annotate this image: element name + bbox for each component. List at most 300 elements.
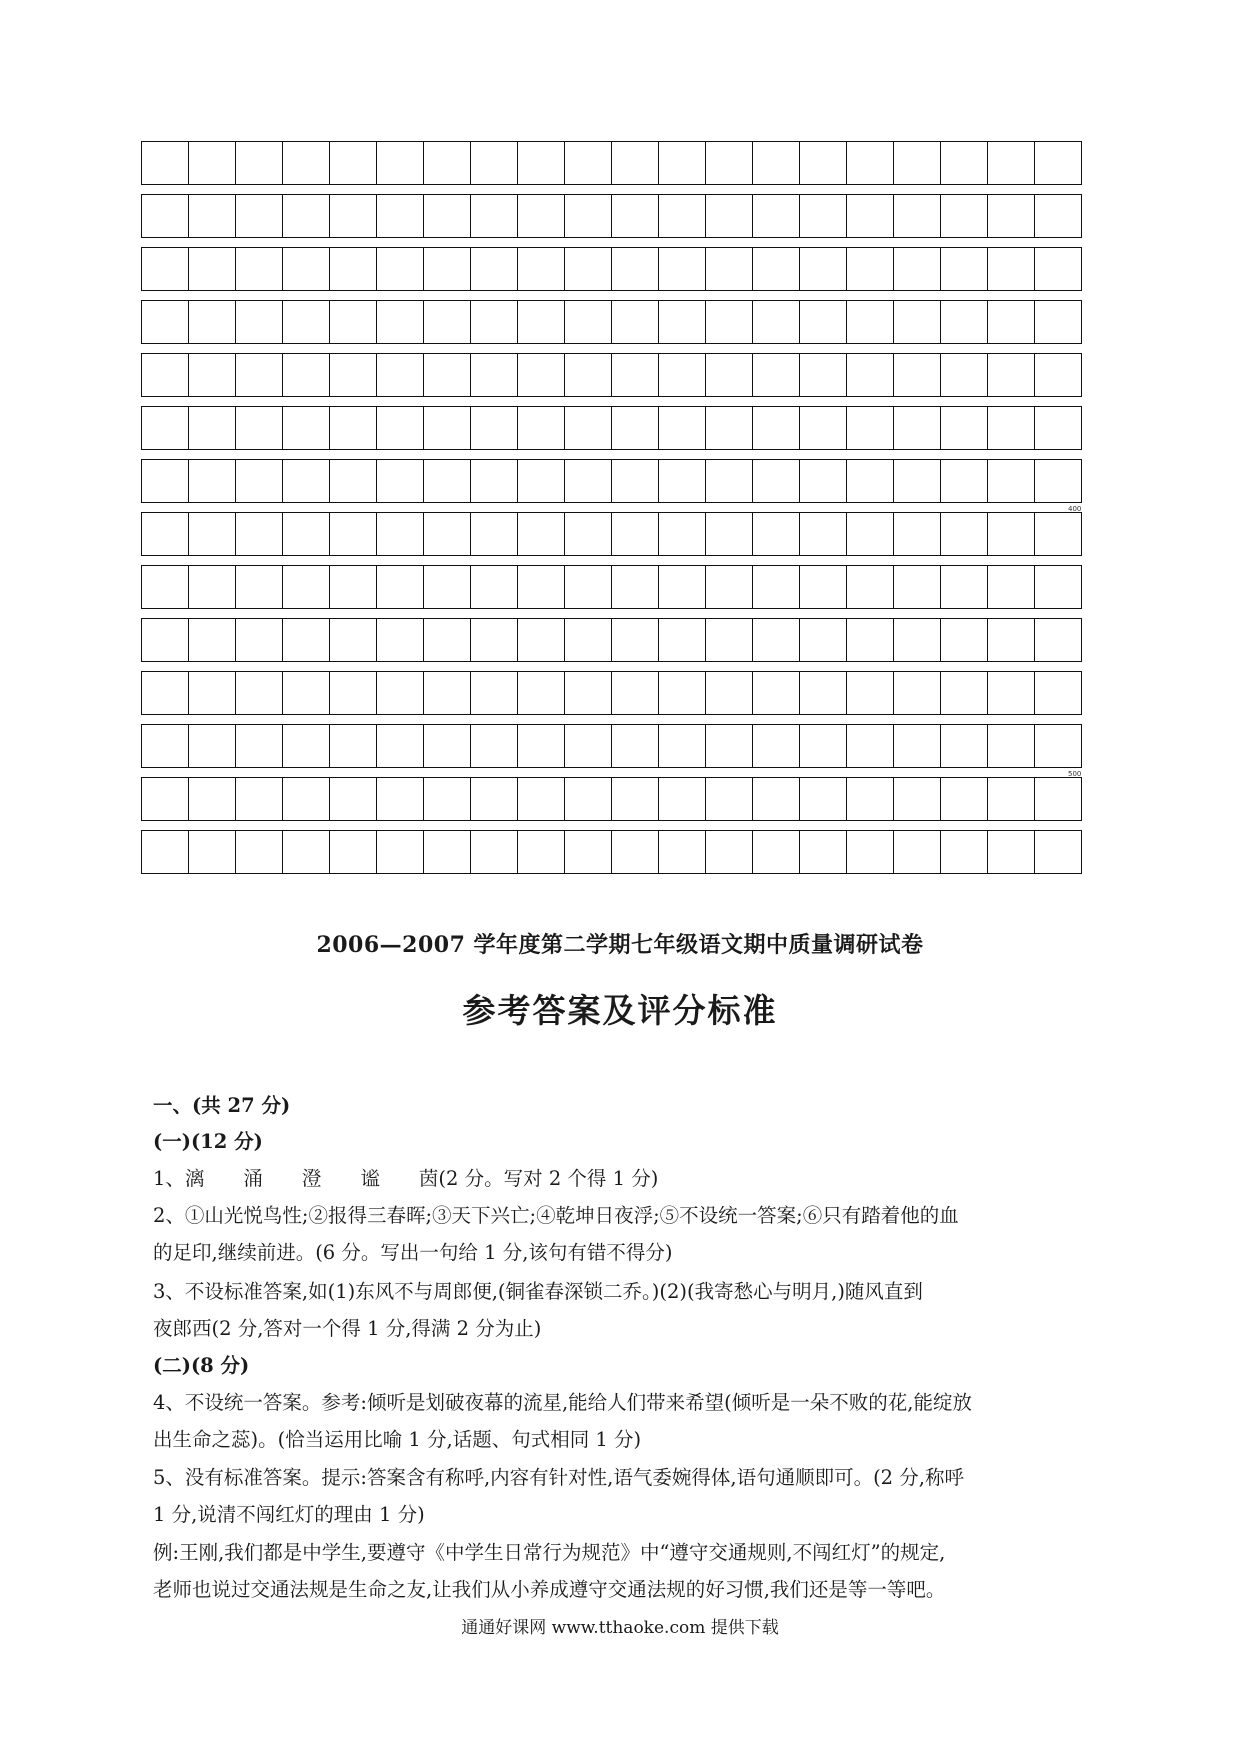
grid-cell [611, 618, 658, 662]
grid-cell [376, 406, 423, 450]
grid-cell [141, 724, 188, 768]
grid-cell [282, 300, 329, 344]
grid-cell [423, 618, 470, 662]
grid-cell [752, 247, 799, 291]
grid-cell [799, 830, 846, 874]
grid-cell [611, 353, 658, 397]
grid-cell [282, 512, 329, 556]
grid-cell [611, 194, 658, 238]
grid-cell [752, 565, 799, 609]
grid-cell [705, 671, 752, 715]
sub1-heading: (一)(12 分) [153, 1130, 263, 1153]
grid-cell [564, 565, 611, 609]
answer-q2-line2: 的足印,继续前进。(6 分。写出一句给 1 分,该句有错不得分) [153, 1241, 673, 1264]
grid-cell [188, 777, 235, 821]
grid-cell [846, 459, 893, 503]
grid-cell [470, 565, 517, 609]
grid-cell [611, 724, 658, 768]
grid-cell [846, 618, 893, 662]
grid-cell [470, 671, 517, 715]
grid-cell [1034, 459, 1082, 503]
grid-cell [752, 141, 799, 185]
grid-cell [188, 194, 235, 238]
grid-cell [987, 353, 1034, 397]
answer-q1: 1、漓 涌 澄 谧 茵(2 分。写对 2 个得 1 分) [153, 1167, 659, 1190]
grid-cell [188, 247, 235, 291]
grid-cell [658, 618, 705, 662]
grid-cell [846, 247, 893, 291]
grid-row [141, 618, 1096, 662]
grid-cell [188, 353, 235, 397]
grid-cell [235, 565, 282, 609]
sub2-heading: (二)(8 分) [153, 1354, 250, 1377]
grid-cell [423, 512, 470, 556]
grid-cell [846, 353, 893, 397]
grid-cell [376, 830, 423, 874]
grid-cell [329, 459, 376, 503]
grid-cell [799, 141, 846, 185]
grid-cell [564, 724, 611, 768]
grid-cell [940, 406, 987, 450]
grid-cell [188, 459, 235, 503]
grid-cell [1034, 300, 1082, 344]
grid-cell [564, 512, 611, 556]
grid-cell [658, 141, 705, 185]
grid-cell [235, 194, 282, 238]
grid-row [141, 459, 1096, 503]
grid-cell [658, 406, 705, 450]
grid-cell [658, 300, 705, 344]
answer-q4-line1: 4、不设统一答案。参考:倾听是划破夜幕的流星,能给人们带来希望(倾听是一朵不败的花,能绽放 [153, 1391, 972, 1414]
grid-cell [752, 671, 799, 715]
grid-cell [329, 247, 376, 291]
grid-cell [235, 247, 282, 291]
grid-cell [329, 141, 376, 185]
grid-cell [611, 459, 658, 503]
grid-cell [282, 247, 329, 291]
grid-cell [940, 141, 987, 185]
grid-cell [282, 777, 329, 821]
grid-cell [235, 512, 282, 556]
grid-cell [940, 300, 987, 344]
grid-cell [1034, 724, 1082, 768]
grid-cell [282, 459, 329, 503]
grid-cell [376, 247, 423, 291]
grid-cell [1034, 830, 1082, 874]
grid-cell [423, 724, 470, 768]
grid-cell [517, 459, 564, 503]
grid-cell [846, 512, 893, 556]
grid-cell [705, 512, 752, 556]
grid-cell [940, 618, 987, 662]
grid-cell [799, 724, 846, 768]
grid-cell [376, 512, 423, 556]
grid-cell [517, 565, 564, 609]
grid-row [141, 724, 1096, 768]
grid-cell [987, 618, 1034, 662]
grid-cell [564, 141, 611, 185]
grid-cell [470, 830, 517, 874]
grid-cell [846, 830, 893, 874]
grid-cell [799, 777, 846, 821]
grid-cell [517, 353, 564, 397]
grid-cell [940, 459, 987, 503]
grid-cell [987, 512, 1034, 556]
grid-cell [470, 141, 517, 185]
answer-q5-line1: 5、没有标准答案。提示:答案含有称呼,内容有针对性,语气委婉得体,语句通顺即可。(2 分,称呼 [153, 1466, 964, 1489]
grid-cell [329, 353, 376, 397]
grid-cell [846, 194, 893, 238]
grid-cell [470, 777, 517, 821]
grid-cell [376, 671, 423, 715]
grid-cell [235, 406, 282, 450]
grid-cell [940, 724, 987, 768]
grid-cell [423, 830, 470, 874]
grid-cell [188, 618, 235, 662]
grid-cell [188, 565, 235, 609]
answer-example-line2: 老师也说过交通法规是生命之友,让我们从小养成遵守交通法规的好习惯,我们还是等一等吧。 [153, 1578, 946, 1601]
grid-cell [329, 194, 376, 238]
grid-cell [752, 618, 799, 662]
grid-cell [658, 194, 705, 238]
grid-cell [1034, 353, 1082, 397]
grid-cell [423, 459, 470, 503]
grid-cell [141, 406, 188, 450]
grid-cell [141, 512, 188, 556]
grid-cell [188, 671, 235, 715]
grid-cell [940, 830, 987, 874]
grid-cell [329, 671, 376, 715]
grid-cell [752, 512, 799, 556]
grid-cell [188, 512, 235, 556]
grid-cell [329, 512, 376, 556]
grid-cell [141, 300, 188, 344]
grid-cell [799, 512, 846, 556]
grid-cell [893, 618, 940, 662]
grid-cell [329, 565, 376, 609]
grid-row [141, 512, 1096, 556]
grid-cell [705, 406, 752, 450]
grid-cell [658, 565, 705, 609]
grid-row [141, 247, 1096, 291]
grid-cell [282, 671, 329, 715]
grid-cell [705, 247, 752, 291]
grid-cell [752, 353, 799, 397]
grid-cell [470, 194, 517, 238]
grid-row [141, 406, 1096, 450]
grid-cell [517, 830, 564, 874]
grid-cell [282, 194, 329, 238]
grid-cell [987, 565, 1034, 609]
grid-cell [517, 406, 564, 450]
grid-cell [846, 300, 893, 344]
grid-cell [141, 247, 188, 291]
grid-cell [329, 406, 376, 450]
grid-cell [188, 724, 235, 768]
grid-cell [893, 406, 940, 450]
answer-q3-line2: 夜郎西(2 分,答对一个得 1 分,得满 2 分为止) [153, 1317, 542, 1340]
grid-cell [705, 830, 752, 874]
grid-cell [141, 141, 188, 185]
grid-cell [893, 141, 940, 185]
grid-row [141, 353, 1096, 397]
grid-cell [940, 353, 987, 397]
word-count-mark-400: 400 [1068, 505, 1082, 513]
grid-cell [423, 406, 470, 450]
grid-cell [611, 300, 658, 344]
grid-cell [564, 671, 611, 715]
grid-cell [940, 512, 987, 556]
grid-cell [329, 830, 376, 874]
grid-cell [564, 353, 611, 397]
answer-example-line1: 例:王刚,我们都是中学生,要遵守《中学生日常行为规范》中“遵守交通规则,不闯红灯”的规定, [153, 1541, 946, 1564]
grid-cell [611, 406, 658, 450]
grid-cell [658, 830, 705, 874]
grid-row [141, 830, 1096, 874]
grid-cell [235, 724, 282, 768]
answer-key-title: 参考答案及评分标准 [462, 991, 778, 1030]
grid-cell [846, 777, 893, 821]
grid-cell [611, 671, 658, 715]
grid-cell [658, 512, 705, 556]
grid-cell [282, 406, 329, 450]
grid-cell [188, 300, 235, 344]
grid-cell [846, 671, 893, 715]
grid-cell [517, 671, 564, 715]
grid-cell [940, 247, 987, 291]
grid-cell [423, 671, 470, 715]
grid-row [141, 194, 1096, 238]
grid-cell [705, 724, 752, 768]
grid-cell [141, 353, 188, 397]
grid-cell [658, 671, 705, 715]
grid-cell [188, 141, 235, 185]
grid-cell [329, 300, 376, 344]
grid-cell [940, 565, 987, 609]
grid-row [141, 671, 1096, 715]
grid-cell [282, 724, 329, 768]
grid-cell [564, 406, 611, 450]
exam-title: 2006—2007 学年度第二学期七年级语文期中质量调研试卷 [316, 932, 924, 958]
grid-cell [376, 777, 423, 821]
grid-cell [376, 565, 423, 609]
grid-cell [141, 194, 188, 238]
grid-cell [893, 512, 940, 556]
grid-cell [987, 406, 1034, 450]
grid-cell [846, 141, 893, 185]
grid-cell [705, 300, 752, 344]
grid-cell [235, 830, 282, 874]
grid-row [141, 300, 1096, 344]
grid-cell [705, 618, 752, 662]
grid-cell [470, 459, 517, 503]
answer-q3-line1: 3、不设标准答案,如(1)东风不与周郎便,(铜雀春深锁二乔。)(2)(我寄愁心与明月,)随风直到 [153, 1280, 923, 1303]
grid-cell [564, 459, 611, 503]
grid-cell [1034, 618, 1082, 662]
grid-cell [235, 300, 282, 344]
grid-cell [611, 512, 658, 556]
grid-cell [470, 618, 517, 662]
grid-cell [376, 353, 423, 397]
grid-cell [705, 353, 752, 397]
grid-cell [235, 777, 282, 821]
grid-cell [376, 194, 423, 238]
grid-cell [893, 565, 940, 609]
grid-cell [235, 671, 282, 715]
grid-cell [517, 141, 564, 185]
grid-cell [893, 247, 940, 291]
grid-cell [564, 247, 611, 291]
grid-cell [799, 618, 846, 662]
grid-cell [987, 194, 1034, 238]
grid-cell [611, 141, 658, 185]
grid-cell [987, 141, 1034, 185]
grid-row [141, 141, 1096, 185]
grid-cell [799, 194, 846, 238]
grid-cell [987, 459, 1034, 503]
grid-cell [141, 565, 188, 609]
grid-cell [752, 459, 799, 503]
grid-cell [423, 141, 470, 185]
grid-cell [282, 353, 329, 397]
grid-cell [752, 300, 799, 344]
grid-cell [799, 671, 846, 715]
grid-cell [799, 300, 846, 344]
grid-cell [893, 194, 940, 238]
grid-cell [846, 406, 893, 450]
grid-cell [376, 618, 423, 662]
grid-cell [893, 459, 940, 503]
grid-cell [752, 777, 799, 821]
grid-cell [893, 830, 940, 874]
grid-cell [752, 724, 799, 768]
grid-cell [799, 247, 846, 291]
grid-cell [658, 247, 705, 291]
grid-cell [329, 618, 376, 662]
footer-source: 通通好课网 www.tthaoke.com 提供下载 [461, 1618, 779, 1638]
grid-cell [940, 671, 987, 715]
grid-cell [470, 724, 517, 768]
grid-cell [940, 194, 987, 238]
grid-cell [423, 194, 470, 238]
grid-cell [235, 141, 282, 185]
grid-cell [141, 618, 188, 662]
grid-cell [1034, 777, 1082, 821]
grid-row [141, 777, 1096, 821]
grid-cell [329, 777, 376, 821]
grid-cell [987, 777, 1034, 821]
grid-cell [470, 406, 517, 450]
grid-cell [658, 777, 705, 821]
grid-cell [470, 300, 517, 344]
grid-cell [846, 724, 893, 768]
grid-cell [987, 247, 1034, 291]
grid-cell [611, 565, 658, 609]
answer-q5-line2: 1 分,说清不闯红灯的理由 1 分) [153, 1503, 425, 1526]
grid-cell [235, 353, 282, 397]
grid-cell [893, 724, 940, 768]
grid-cell [517, 247, 564, 291]
grid-cell [705, 777, 752, 821]
grid-cell [423, 565, 470, 609]
answer-q2-line1: 2、①山光悦鸟性;②报得三春晖;③天下兴亡;④乾坤日夜浮;⑤不设统一答案;⑥只有踏着他的血 [153, 1204, 959, 1227]
grid-cell [470, 512, 517, 556]
grid-cell [1034, 247, 1082, 291]
grid-cell [987, 830, 1034, 874]
grid-cell [141, 459, 188, 503]
grid-cell [799, 353, 846, 397]
grid-cell [1034, 141, 1082, 185]
grid-cell [846, 565, 893, 609]
grid-cell [517, 618, 564, 662]
grid-cell [1034, 194, 1082, 238]
grid-cell [235, 618, 282, 662]
grid-cell [658, 459, 705, 503]
grid-cell [423, 353, 470, 397]
grid-cell [705, 141, 752, 185]
composition-grid [141, 141, 1096, 883]
answer-q4-line2: 出生命之蕊)。(恰当运用比喻 1 分,话题、句式相同 1 分) [153, 1428, 642, 1451]
grid-cell [423, 300, 470, 344]
grid-cell [564, 777, 611, 821]
grid-cell [376, 724, 423, 768]
grid-cell [940, 777, 987, 821]
grid-cell [987, 300, 1034, 344]
grid-cell [1034, 406, 1082, 450]
grid-cell [893, 353, 940, 397]
grid-cell [611, 830, 658, 874]
word-count-mark-500: 500 [1068, 770, 1082, 778]
grid-cell [423, 777, 470, 821]
grid-cell [282, 141, 329, 185]
grid-cell [1034, 565, 1082, 609]
grid-cell [423, 247, 470, 291]
grid-cell [470, 353, 517, 397]
grid-cell [893, 777, 940, 821]
grid-cell [329, 724, 376, 768]
grid-cell [188, 830, 235, 874]
grid-cell [517, 724, 564, 768]
grid-cell [611, 247, 658, 291]
grid-cell [799, 459, 846, 503]
grid-cell [141, 777, 188, 821]
grid-cell [470, 247, 517, 291]
grid-cell [1034, 671, 1082, 715]
grid-cell [564, 300, 611, 344]
part1-heading: 一、(共 27 分) [153, 1094, 291, 1117]
grid-cell [1034, 512, 1082, 556]
grid-cell [517, 512, 564, 556]
grid-cell [987, 724, 1034, 768]
grid-cell [752, 406, 799, 450]
grid-cell [705, 565, 752, 609]
grid-cell [705, 194, 752, 238]
grid-cell [235, 459, 282, 503]
grid-cell [752, 830, 799, 874]
grid-cell [282, 830, 329, 874]
grid-cell [141, 671, 188, 715]
grid-cell [376, 459, 423, 503]
grid-row [141, 565, 1096, 609]
grid-cell [987, 671, 1034, 715]
grid-cell [611, 777, 658, 821]
grid-cell [658, 724, 705, 768]
grid-cell [517, 777, 564, 821]
grid-cell [188, 406, 235, 450]
grid-cell [282, 618, 329, 662]
grid-cell [376, 300, 423, 344]
grid-cell [376, 141, 423, 185]
